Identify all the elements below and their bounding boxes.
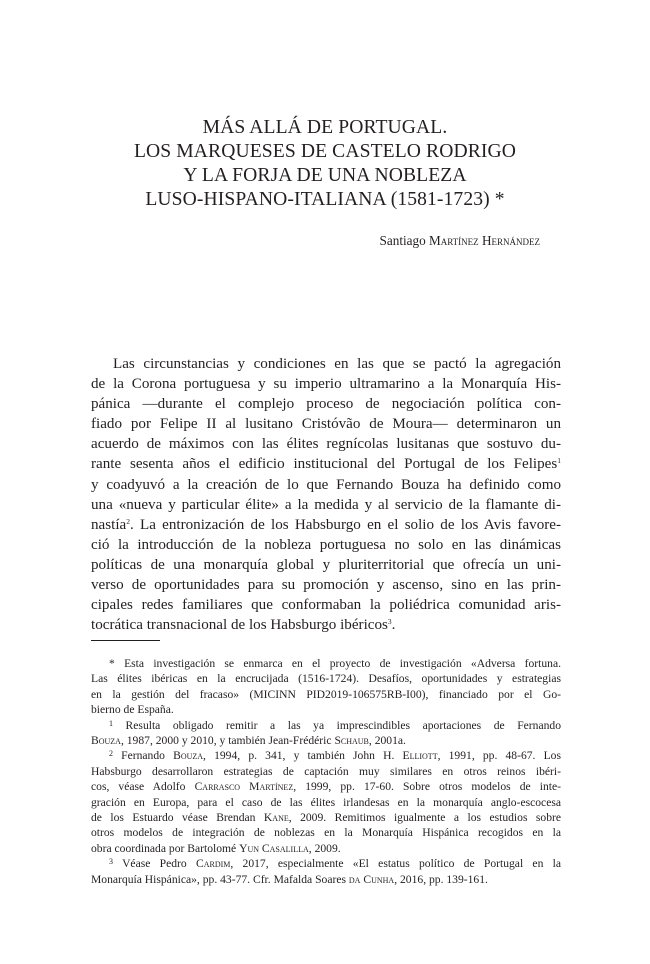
title-line: MÁS ALLÁ DE PORTUGAL. <box>202 117 448 138</box>
footnote-mark: * <box>109 657 115 670</box>
author-given-name: Santiago <box>379 233 426 248</box>
cited-author: Carrasco Martínez <box>194 780 294 794</box>
body-line: políticas de una monarquía global y pluriterritorial que ofrecía un uni- <box>91 556 561 573</box>
footnote-mark: 2 <box>109 749 113 759</box>
chapter-title <box>90 116 560 212</box>
body-line: acuerdo de máximos con las élites regnícolas lusitanas que sostuvo du- <box>91 436 561 453</box>
body-line <box>91 454 561 474</box>
author-surname-1: Martínez <box>428 233 479 248</box>
footnote-text: , 2017, especialmente «El estatus político de Portugal en la <box>230 857 561 871</box>
footnote-mark: 3 <box>109 857 113 867</box>
body-line: ció la introducción de la nobleza portuguesa no solo en las dinámicas <box>91 536 561 553</box>
body-line-text: rante sesenta años el edificio institucional del Portugal de los Felipes <box>91 456 558 473</box>
footnote-text: , 2009. Remitimos igualmente a los estudios sobre <box>288 811 562 825</box>
body-line: verso de oportunidades para su promoción y ascenso, sino en las prin- <box>91 577 561 594</box>
author-surname-2: Hernández <box>481 233 540 248</box>
footnote-text: , 1994, p. 341, y también John H. <box>203 749 403 763</box>
footnote-line: Habsburgo desarrollaron estrategias de captación muy similares en otros reinos ibéri- <box>91 764 561 778</box>
body-line-text: . La entronización de los Habsburgo en el solio de los Avis favore- <box>129 516 561 533</box>
footnote-text: , 2016, pp. 139-161. <box>394 872 488 886</box>
body-line <box>91 615 561 635</box>
cited-author: Bouza <box>91 734 121 748</box>
author-byline <box>380 233 540 249</box>
footnote-text: , 2001a. <box>368 734 406 748</box>
body-line-text: nastía <box>91 516 127 533</box>
footnote-text: de los Estuardo véase Brendan <box>91 811 264 825</box>
footnote-text: , 2009. <box>308 841 341 855</box>
footnote-line: otros modelos de integración de noblezas en la Monarquía Hispánica recogidos en la <box>91 826 561 840</box>
body-line: fiado por Felipe II al lusitano Cristóvão de Moura— determinaron un <box>91 416 561 433</box>
body-line: pánica —durante el complejo proceso de negociación política con- <box>91 396 561 413</box>
footnote-ref: 1 <box>557 456 561 466</box>
footnote-text: Resulta obligado remitir a las ya imprescindibles aportaciones de Fernando <box>125 718 561 732</box>
footnote-text: , 1991, pp. 48-67. Los <box>437 749 561 763</box>
footnote-2 <box>91 748 561 856</box>
footnotes <box>91 656 561 887</box>
footnote-text: Esta investigación se enmarca en el proyecto de investigación «Adversa fortuna. <box>124 657 561 670</box>
cited-author: Cardim <box>195 857 231 871</box>
title-footnote-mark: * <box>494 189 505 210</box>
footnote-line: bierno de España. <box>91 703 174 717</box>
footnote-separator <box>91 640 160 641</box>
body-paragraph <box>91 354 561 635</box>
footnote-line <box>91 841 561 856</box>
footnote-text: , 1987, 2000 y 2010, y también Jean-Frédéric <box>120 734 335 748</box>
body-line: de la Corona portuguesa y su imperio ultramarino a la Monarquía His- <box>91 376 561 393</box>
cited-author: Yun Casalilla <box>239 841 309 855</box>
footnote-ref: 3 <box>387 617 392 627</box>
footnote-star <box>91 656 561 718</box>
title-line-text: LUSO-HISPANO-ITALIANA (1581-1723) <box>145 189 490 210</box>
footnote-line <box>91 872 561 887</box>
body-line: Las circunstancias y condiciones en las que se pactó la agregación <box>113 356 561 372</box>
footnote-line <box>91 718 561 733</box>
body-line: y coadyuvó a la creación de lo que Fernando Bouza ha definido como <box>91 476 561 493</box>
footnote-text: cos, véase Adolfo <box>91 780 195 794</box>
footnote-text: Monarquía Hispánica», pp. 43-77. Cfr. Mafalda Soares <box>91 872 349 886</box>
cited-author: Kane <box>263 811 289 825</box>
body-line <box>91 515 561 535</box>
footnote-line <box>91 733 561 748</box>
footnote-text: Véase Pedro <box>122 857 196 871</box>
cited-author: Schaub <box>334 734 369 748</box>
footnote-text: obra coordinada por Bartolomé <box>91 841 240 855</box>
footnote-1 <box>91 718 561 749</box>
footnote-line <box>91 748 561 763</box>
footnote-mark: 1 <box>109 718 113 728</box>
title-line <box>90 188 560 212</box>
title-line: LOS MARQUESES DE CASTELO RODRIGO <box>133 141 517 162</box>
footnote-ref: 2 <box>126 516 130 526</box>
body-line-text: tocrática transnacional de los Habsburgo ibéricos <box>91 617 388 634</box>
title-line: Y LA FORJA DE UNA NOBLEZA <box>183 165 467 186</box>
body-line <box>91 495 561 515</box>
footnote-line: gración en Europa, para el caso de las élites irlandesas en la monarquía anglo-escocesa <box>91 795 561 809</box>
footnote-line <box>91 779 561 794</box>
footnote-line <box>91 810 561 825</box>
body-line-text: . <box>391 617 396 634</box>
footnote-3 <box>91 856 561 887</box>
cited-author: da Cunha <box>348 872 395 886</box>
footnote-line <box>91 856 561 871</box>
footnote-text: , 1999, pp. 17-60. Sobre otros modelos de inte- <box>293 780 562 794</box>
cited-author: Elliott <box>402 749 438 763</box>
cited-author: Bouza <box>173 749 204 763</box>
footnote-text: Fernando <box>121 749 174 763</box>
body-line-text: una «nueva y particular élite» a la medida y al servicio de la flamante <box>91 496 539 513</box>
body-line: cipales redes familiares que conformaban la poliédrica comunidad aris- <box>91 597 561 614</box>
footnote-line: Las élites ibéricas en la encrucijada (1516-1724). Desafíos, oportunidades y estrategias <box>91 672 561 686</box>
footnote-line <box>91 656 561 671</box>
body-line-text: di- <box>544 496 561 513</box>
footnote-line: en la gestión del fracaso» (MICINN PID2019-106575RB-I00), financiado por el Go- <box>91 687 561 701</box>
